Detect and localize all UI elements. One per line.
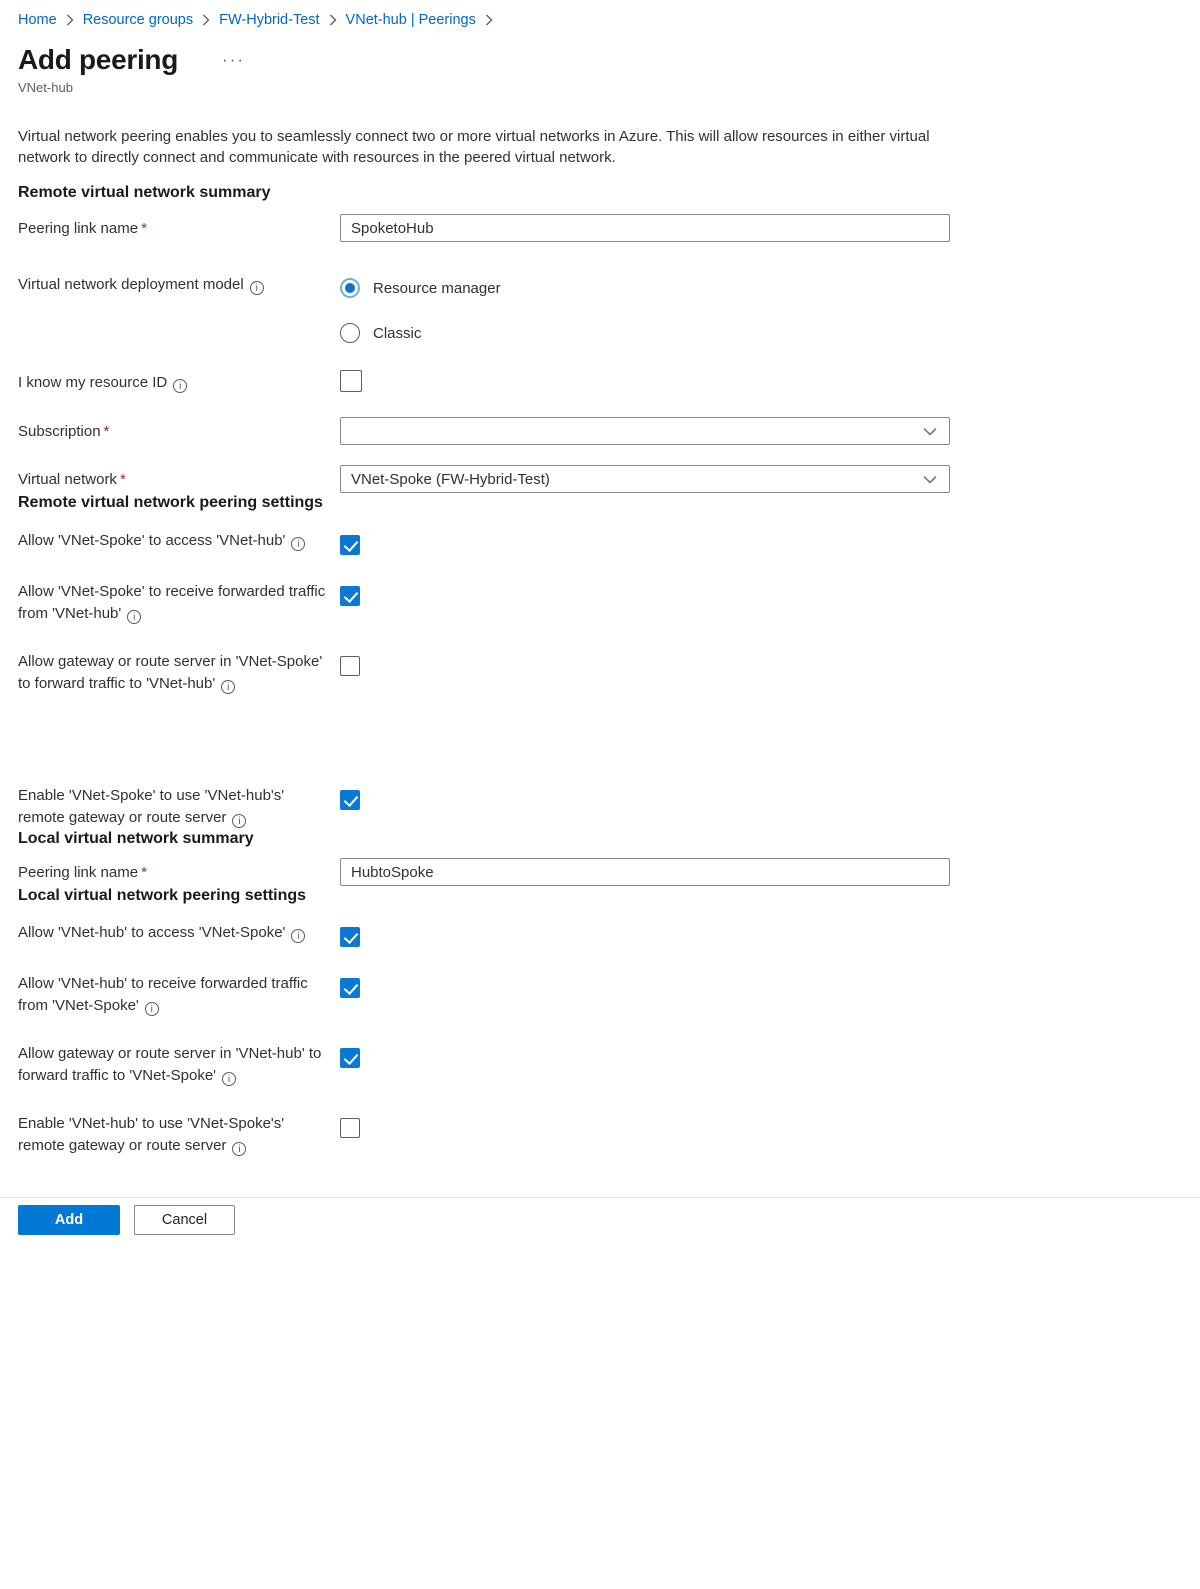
info-icon[interactable] (291, 929, 305, 943)
checkbox-local-allow-access[interactable] (340, 927, 360, 947)
footer-divider (0, 1197, 1200, 1198)
setting-label-text: Allow 'VNet-hub' to receive forwarded traffic from 'VNet-Spoke' (18, 975, 308, 1014)
deployment-model-radio-group (340, 270, 501, 343)
virtual-network-label (18, 465, 340, 490)
required-asterisk: * (141, 864, 147, 881)
setting-label-text: Allow 'VNet-Spoke' to access 'VNet-hub' (18, 532, 286, 549)
breadcrumb-link-resource-groups[interactable]: Resource groups (82, 12, 194, 28)
checkbox-remote-forwarded-traffic[interactable] (340, 586, 360, 606)
subscription-label (18, 417, 340, 442)
setting-label (18, 530, 340, 552)
local-peering-link-name-input[interactable] (340, 858, 950, 886)
info-icon[interactable] (291, 537, 305, 551)
more-options-icon[interactable] (218, 53, 249, 67)
footer (18, 1205, 1182, 1235)
section-heading-local-settings: Local virtual network peering settings (18, 887, 307, 904)
setting-row (18, 1043, 1182, 1087)
intro-text: Virtual network peering enables you to seamlessly connect two or more virtual networks in Azure. This will allow resources in either virtual network to directly connect and communicate with resources in the peered virtual network. (18, 128, 930, 166)
radio-label-resource-manager: Resource manager (373, 279, 501, 297)
resource-id-label (18, 370, 340, 393)
required-asterisk: * (119, 471, 126, 488)
label-text: Peering link name (18, 220, 139, 237)
setting-row (18, 973, 1182, 1017)
checkbox-remote-allow-access[interactable] (340, 535, 360, 555)
checkbox-local-use-gateway[interactable] (340, 1118, 360, 1138)
breadcrumb-link-vnet-hub-peerings[interactable]: VNet-hub | Peerings (345, 12, 476, 28)
chevron-right-icon (66, 14, 74, 26)
info-icon[interactable] (250, 281, 264, 295)
subscription-dropdown[interactable] (340, 417, 950, 445)
chevron-right-icon (202, 14, 210, 26)
info-icon[interactable] (221, 680, 235, 694)
virtual-network-value: VNet-Spoke (FW-Hybrid-Test) (351, 470, 550, 488)
label-text: Subscription (18, 423, 101, 440)
setting-row (18, 1113, 1182, 1157)
setting-label (18, 785, 340, 829)
radio-resource-manager[interactable] (340, 278, 360, 298)
info-icon[interactable] (222, 1072, 236, 1086)
setting-row (18, 922, 1182, 947)
label-text: Virtual network deployment model (18, 276, 244, 293)
info-icon[interactable] (232, 814, 246, 828)
setting-row (18, 785, 1182, 829)
peering-link-name-input[interactable] (340, 214, 950, 242)
setting-label (18, 1043, 340, 1087)
page-subtitle: VNet-hub (18, 80, 73, 95)
info-icon[interactable] (127, 610, 141, 624)
setting-label (18, 1113, 340, 1157)
chevron-down-icon (923, 475, 937, 484)
label-text: I know my resource ID (18, 374, 168, 391)
setting-label (18, 973, 340, 1017)
setting-label (18, 651, 340, 695)
setting-label (18, 922, 340, 944)
required-asterisk: * (103, 423, 110, 440)
chevron-right-icon (485, 14, 493, 26)
setting-label-text: Enable 'VNet-Spoke' to use 'VNet-hub's' remote gateway or route server (18, 787, 285, 826)
setting-row (18, 530, 1182, 555)
breadcrumb-link-fw-hybrid-test[interactable]: FW-Hybrid-Test (219, 12, 320, 28)
page-title: Add peering (18, 44, 179, 75)
checkbox-local-forwarded-traffic[interactable] (340, 978, 360, 998)
local-peering-link-name-label (18, 858, 340, 883)
setting-label-text: Allow 'VNet-hub' to access 'VNet-Spoke' (18, 924, 286, 941)
required-asterisk: * (141, 220, 147, 237)
label-text: Peering link name (18, 864, 139, 881)
checkbox-remote-gateway-transit[interactable] (340, 656, 360, 676)
cancel-button[interactable]: Cancel (134, 1205, 235, 1235)
setting-row (18, 581, 1182, 625)
setting-label-text: Allow 'VNet-Spoke' to receive forwarded traffic from 'VNet-hub' (18, 583, 326, 622)
info-icon[interactable] (173, 379, 187, 393)
virtual-network-dropdown[interactable] (340, 465, 950, 493)
setting-row (18, 651, 1182, 695)
setting-label (18, 581, 340, 625)
resource-id-checkbox[interactable] (340, 370, 362, 392)
peering-link-name-label (18, 214, 340, 239)
radio-option-resource-manager[interactable] (340, 278, 501, 298)
radio-label-classic: Classic (373, 324, 422, 342)
info-icon[interactable] (145, 1002, 159, 1016)
add-button[interactable]: Add (18, 1205, 120, 1235)
deployment-model-label (18, 270, 340, 295)
section-heading-remote-summary: Remote virtual network summary (18, 184, 271, 201)
setting-label-text: Allow gateway or route server in 'VNet-Spoke' to forward traffic to 'VNet-hub' (18, 653, 323, 692)
chevron-right-icon (329, 14, 337, 26)
info-icon[interactable] (232, 1142, 246, 1156)
setting-label-text: Enable 'VNet-hub' to use 'VNet-Spoke's' remote gateway or route server (18, 1115, 285, 1154)
chevron-down-icon (923, 427, 937, 436)
checkbox-local-gateway-transit[interactable] (340, 1048, 360, 1068)
breadcrumb (18, 10, 1182, 30)
setting-label-text: Allow gateway or route server in 'VNet-hub' to forward traffic to 'VNet-Spoke' (18, 1045, 322, 1084)
label-text: Virtual network (18, 471, 117, 488)
section-heading-remote-settings: Remote virtual network peering settings (18, 494, 323, 511)
section-heading-local-summary: Local virtual network summary (18, 830, 254, 847)
checkbox-remote-use-gateway[interactable] (340, 790, 360, 810)
breadcrumb-link-home[interactable]: Home (18, 12, 57, 28)
radio-option-classic[interactable] (340, 323, 501, 343)
radio-classic[interactable] (340, 323, 360, 343)
